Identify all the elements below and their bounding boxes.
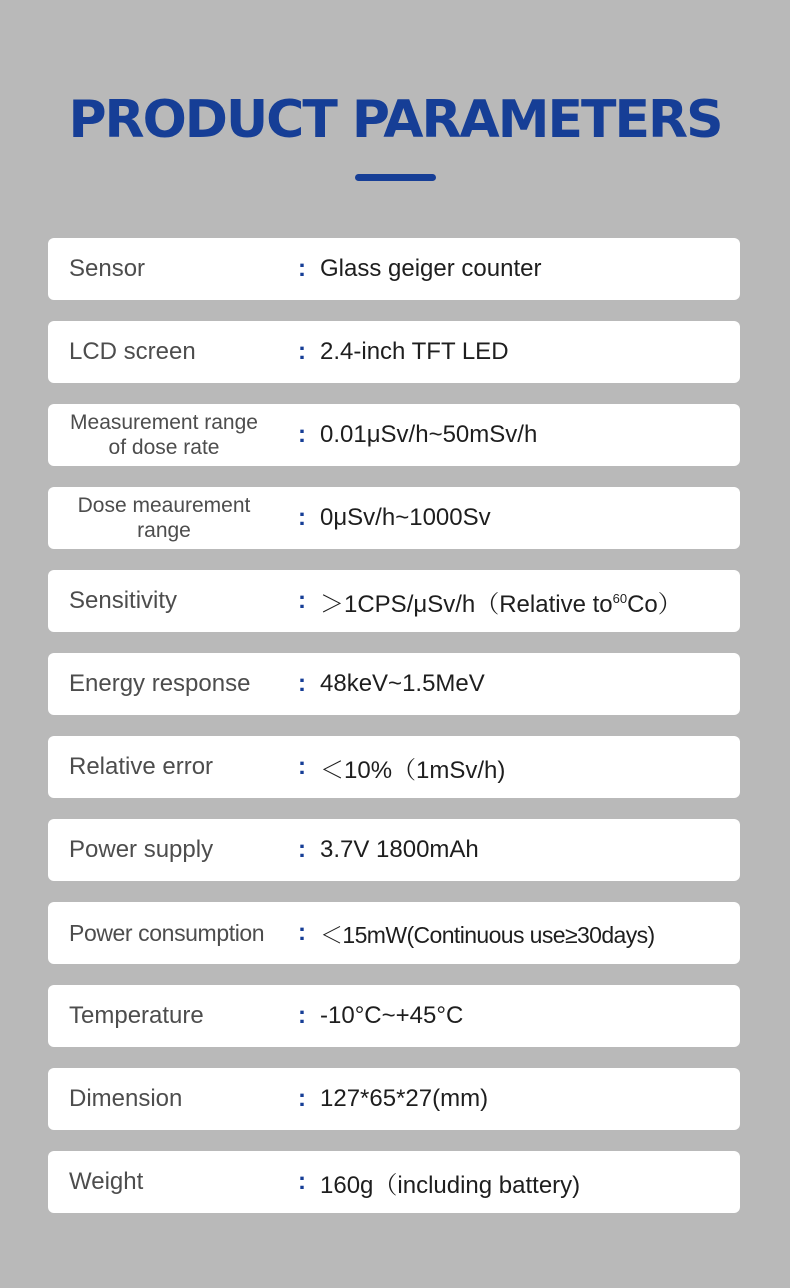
parameter-value: ＜10%（1mSv/h) (320, 756, 506, 784)
separator-colon: : (298, 421, 306, 448)
parameter-row-dose-measurement-range (48, 487, 740, 549)
parameter-value: 0.01μSv/h~50mSv/h (320, 421, 538, 448)
parameter-value: 48keV~1.5MeV (320, 670, 485, 697)
parameter-list (48, 238, 740, 1234)
value-text: ＞1CPS/μSv/h（Relative to (320, 590, 613, 618)
parameter-label: Power consumption (69, 919, 265, 946)
parameter-label: LCD screen (69, 338, 196, 365)
parameter-label: Dimension (69, 1085, 183, 1112)
parameter-value: Glass geiger counter (320, 255, 542, 282)
separator-colon: : (298, 919, 306, 946)
parameter-row-weight (48, 1151, 740, 1213)
parameter-value: ＞1CPS/μSv/h（Relative to $^{60}$ Co） (320, 570, 682, 632)
parameter-row-temperature (48, 985, 740, 1047)
parameter-label: Weight (69, 1168, 144, 1195)
parameter-label: Dose meaurement range (77, 494, 251, 542)
separator-colon: : (298, 1085, 306, 1112)
value-suffix: Co） (627, 590, 682, 618)
parameter-row-measurement-range (48, 404, 740, 466)
parameter-row-relative-error (48, 736, 740, 798)
parameter-row-power-supply (48, 819, 740, 881)
parameter-row-energy-response (48, 653, 740, 715)
separator-colon: : (298, 1002, 306, 1029)
parameter-label: Sensitivity (69, 587, 178, 614)
parameter-label: Relative error (69, 753, 214, 780)
parameter-row-power-consumption (48, 902, 740, 964)
parameter-label: Energy response (69, 670, 251, 697)
parameter-label: Power supply (69, 836, 214, 863)
parameter-value: ＜15mW(Continuous use≥30days) (320, 921, 655, 948)
parameter-value: 2.4-inch TFT LED (320, 338, 509, 365)
parameter-label: Measurement range of dose rate (70, 411, 258, 459)
parameter-row-lcd-screen (48, 321, 740, 383)
parameter-label: Temperature (69, 1002, 204, 1029)
parameter-row-sensitivity (48, 570, 740, 632)
parameter-row-sensor (48, 238, 740, 300)
separator-colon: : (298, 670, 306, 697)
parameter-value: -10°C~+45°C (320, 1002, 464, 1029)
separator-colon: : (298, 1168, 306, 1195)
parameter-value: 160g（including battery) (320, 1171, 581, 1199)
separator-colon: : (298, 836, 306, 863)
parameter-value: 127*65*27(mm) (320, 1085, 489, 1112)
page-title: PRODUCT PARAMETERS (68, 90, 722, 150)
title-underline (355, 174, 436, 181)
parameter-row-dimension (48, 1068, 740, 1130)
parameter-value: 0μSv/h~1000Sv (320, 504, 491, 531)
separator-colon: : (298, 255, 306, 282)
separator-colon: : (298, 587, 306, 614)
separator-colon: : (298, 338, 306, 365)
separator-colon: : (298, 504, 306, 531)
parameter-label: Sensor (69, 255, 146, 282)
separator-colon: : (298, 753, 306, 780)
parameter-value: 3.7V 1800mAh (320, 836, 479, 863)
